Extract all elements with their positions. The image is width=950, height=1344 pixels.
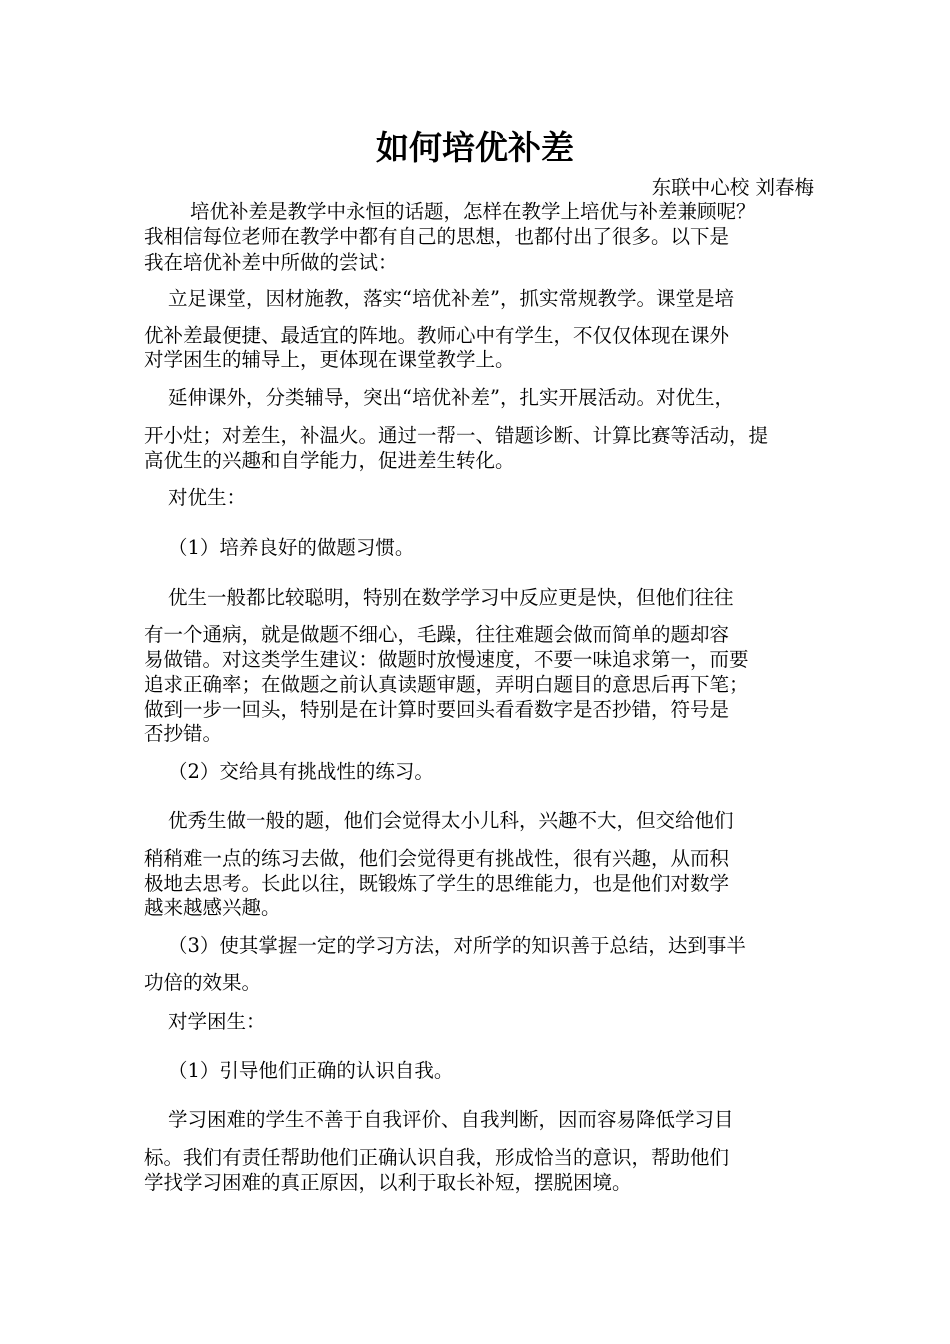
body-line: 极地去思考。长此以往，既锻炼了学生的思维能力，也是他们对数学	[144, 872, 730, 895]
body-line: 延伸课外，分类辅导，突出“培优补差”，扎实开展活动。对优生，	[168, 386, 734, 409]
document-title: 如何培优补差	[376, 128, 574, 167]
body-line: 稍稍难一点的练习去做，他们会觉得更有挑战性，很有兴趣，从而积	[144, 847, 730, 870]
body-line: 优补差最便捷、最适宜的阵地。教师心中有学生，不仅仅体现在课外	[144, 324, 730, 347]
body-line: 高优生的兴趣和自学能力，促进差生转化。	[144, 449, 515, 472]
section-heading: 对学困生：	[168, 1010, 266, 1033]
subheading: （2）交给具有挑战性的练习。	[168, 760, 434, 783]
body-line: 功倍的效果。	[144, 971, 262, 994]
body-line: 开小灶；对差生，补温火。通过一帮一、错题诊断、计算比赛等活动，提	[144, 424, 769, 447]
subheading: （3）使其掌握一定的学习方法，对所学的知识善于总结，达到事半	[168, 934, 746, 957]
author-line: 东联中心校 刘春梅	[651, 176, 814, 199]
section-heading: 对优生：	[168, 486, 247, 509]
body-line: 标。我们有责任帮助他们正确认识自我，形成恰当的意识，帮助他们	[144, 1146, 730, 1169]
body-line: 学找学习困难的真正原因，以利于取长补短，摆脱困境。	[144, 1171, 632, 1194]
body-line: 否抄错。	[144, 722, 223, 745]
body-line: 做到一步一回头，特别是在计算时要回头看看数字是否抄错，符号是	[144, 698, 730, 721]
body-line: 优秀生做一般的题，他们会觉得太小儿科，兴趣不大，但交给他们	[168, 809, 734, 832]
body-line: 对学困生的辅导上，更体现在课堂教学上。	[144, 348, 515, 371]
subheading: （1）培养良好的做题习惯。	[168, 536, 415, 559]
body-line: 有一个通病，就是做题不细心，毛躁，往往难题会做而简单的题却容	[144, 623, 730, 646]
body-line: 追求正确率；在做题之前认真读题审题，弄明白题目的意思后再下笔；	[144, 673, 749, 696]
subheading: （1）引导他们正确的认识自我。	[168, 1059, 454, 1082]
body-line: 优生一般都比较聪明，特别在数学学习中反应更是快，但他们往往	[168, 586, 734, 609]
body-line: 立足课堂，因材施教，落实“培优补差”，抓实常规教学。课堂是培	[168, 287, 734, 310]
body-line: 学习困难的学生不善于自我评价、自我判断，因而容易降低学习目	[168, 1108, 734, 1131]
body-line: 培优补差是教学中永恒的话题，怎样在教学上培优与补差兼顾呢？	[190, 200, 756, 223]
body-line: 越来越感兴趣。	[144, 896, 281, 919]
body-line: 我在培优补差中所做的尝试：	[144, 251, 398, 274]
body-line: 易做错。对这类学生建议：做题时放慢速度，不要一味追求第一，而要	[144, 648, 749, 671]
body-line: 我相信每位老师在教学中都有自己的思想，也都付出了很多。以下是	[144, 225, 730, 248]
